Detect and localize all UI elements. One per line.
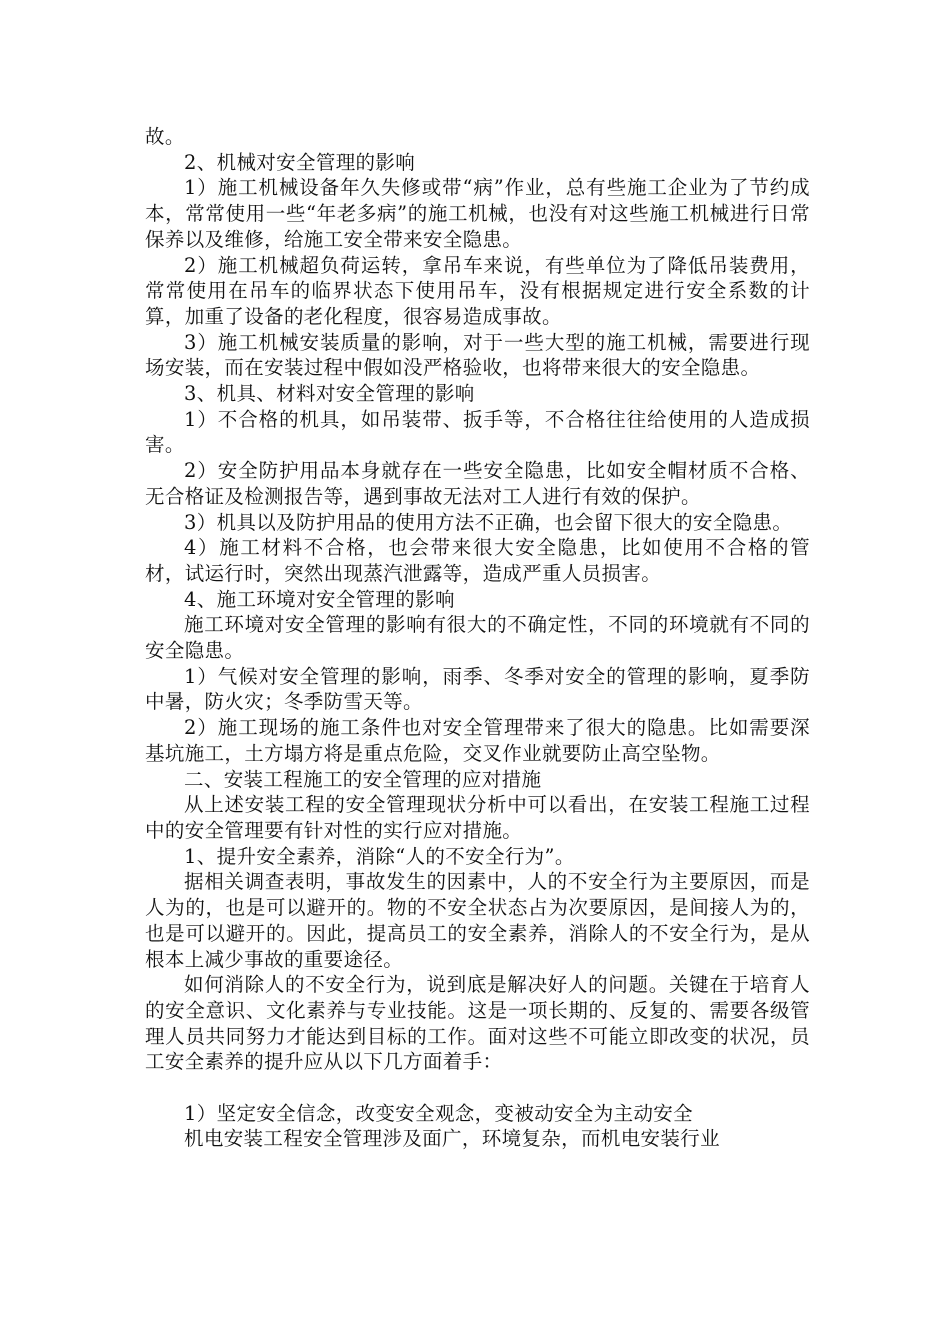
paragraph: 2）安全防护用品本身就存在一些安全隐患，比如安全帽材质不合格、无合格证及检测报告等，遇到事故无法对工人进行有效的保护。 <box>145 459 810 508</box>
paragraph: 2）施工现场的施工条件也对安全管理带来了很大的隐患。比如需要深基坑施工，土方塌方将是重点危险，交叉作业就要防止高空坠物。 <box>145 716 810 765</box>
document-body <box>145 124 810 1152</box>
paragraph: 二、安装工程施工的安全管理的应对措施 <box>184 767 542 791</box>
paragraph: 机电安装工程安全管理涉及面广，环境复杂，而机电安装行业 <box>184 1127 720 1151</box>
paragraph: 3）施工机械安装质量的影响，对于一些大型的施工机械，需要进行现场安装，而在安装过程中假如没严格验收，也将带来很大的安全隐患。 <box>145 330 810 380</box>
paragraph: 3）机具以及防护用品的使用方法不正确，也会留下很大的安全隐患。 <box>184 510 793 534</box>
paragraph: 4）施工材料不合格，也会带来很大安全隐患，比如使用不合格的管材，试运行时，突然出现蒸汽泄露等，造成严重人员损害。 <box>145 536 810 585</box>
paragraph: 据相关调查表明，事故发生的因素中，人的不安全行为主要原因，而是人为的，也是可以避开的。物的不安全状态占为次要原因，是间接人为的，也是可以避开的。因此，提高员工的安全素养，消除人的不安全行为，是从根本上减少事故的重要途径。 <box>145 870 810 971</box>
paragraph: 故。 <box>145 125 185 148</box>
paragraph: 4、施工环境对安全管理的影响 <box>184 587 455 611</box>
paragraph: 1）气候对安全管理的影响，雨季、冬季对安全的管理的影响，夏季防中暑，防火灾；冬季防雪天等。 <box>145 664 810 714</box>
paragraph: 1）坚定安全信念，改变安全观念，变被动安全为主动安全 <box>184 1101 694 1125</box>
paragraph: 2、机械对安全管理的影响 <box>184 150 416 174</box>
paragraph: 施工环境对安全管理的影响有很大的不确定性，不同的环境就有不同的安全隐患。 <box>145 613 810 663</box>
paragraph: 如何消除人的不安全行为，说到底是解决好人的问题。关键在于培育人的安全意识、文化素养与专业技能。这是一项长期的、反复的、需要各级管理人员共同努力才能达到目标的工作。面对这些不可能立即改变的状况，员工安全素养的提升应从以下几方面着手： <box>145 973 810 1074</box>
paragraph: 3、机具、材料对安全管理的影响 <box>184 382 475 406</box>
paragraph: 1、提升安全素养，消除“人的不安全行为”。 <box>184 844 575 868</box>
paragraph: 1）不合格的机具，如吊装带、扳手等，不合格往往给使用的人造成损害。 <box>145 407 810 457</box>
paragraph: 从上述安装工程的安全管理现状分析中可以看出，在安装工程施工过程中的安全管理要有针对性的实行应对措施。 <box>145 793 810 842</box>
paragraph: 2）施工机械超负荷运转，拿吊车来说，有些单位为了降低吊装费用，常常使用在吊车的临界状态下使用吊车，没有根据规定进行安全系数的计算，加重了设备的老化程度，很容易造成事故。 <box>145 253 810 328</box>
blank-line <box>145 1075 810 1101</box>
paragraph: 1）施工机械设备年久失修或带“病”作业，总有些施工企业为了节约成本，常常使用一些“年老多病”的施工机械，也没有对这些施工机械进行日常保养以及维修，给施工安全带来安全隐患。 <box>145 176 810 251</box>
